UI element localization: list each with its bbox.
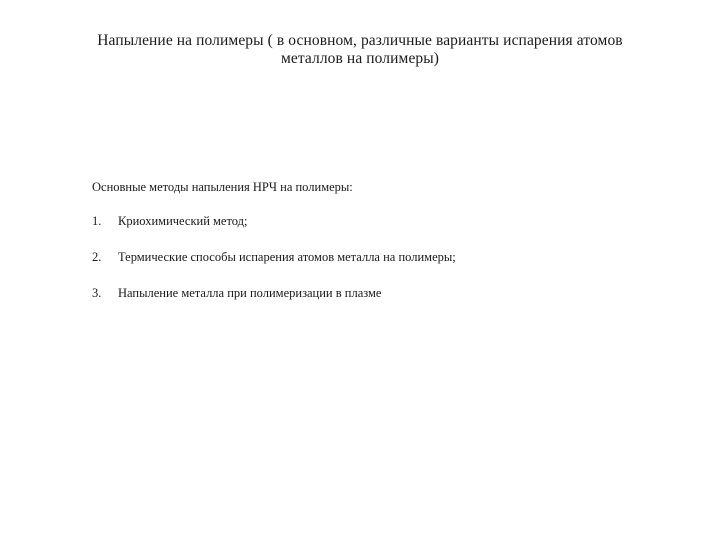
method-item-plasma-polymerization xyxy=(92,286,652,301)
method-number: 2. xyxy=(92,250,102,264)
method-item-thermal-evaporation xyxy=(92,250,652,265)
method-text: Криохимический метод; xyxy=(118,214,248,228)
slide-title-line-2: металлов на полимеры) xyxy=(280,50,440,67)
method-text: Термические способы испарения атомов металла на полимеры; xyxy=(118,250,456,264)
method-text: Напыление металла при полимеризации в плазме xyxy=(118,286,382,300)
method-number: 3. xyxy=(92,286,102,300)
slide-title xyxy=(40,32,680,68)
methods-list xyxy=(92,214,652,301)
method-item-cryochemical xyxy=(92,214,652,229)
slide-content xyxy=(92,180,652,322)
slide-title-line-1: Напыление на полимеры ( в основном, различные варианты испарения атомов xyxy=(97,32,623,49)
method-number: 1. xyxy=(92,214,102,228)
methods-intro: Основные методы напыления НРЧ на полимеры: xyxy=(92,180,353,194)
